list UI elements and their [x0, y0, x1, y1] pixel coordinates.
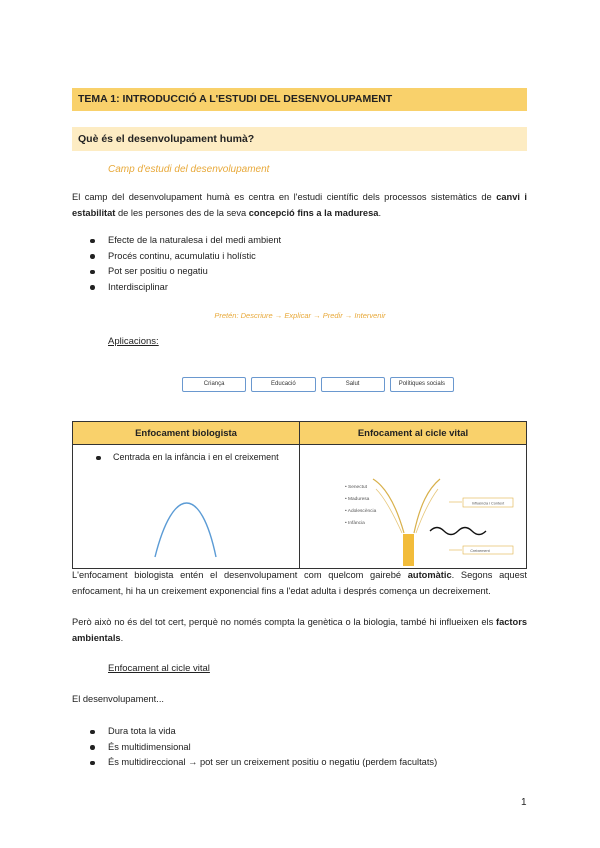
explanation-bold: automàtic: [407, 570, 452, 580]
section-question-banner: Què és el desenvolupament humà?: [72, 127, 527, 151]
intro-text: .: [378, 207, 382, 218]
header-biologist: Enfocament biologista: [73, 422, 300, 445]
characteristics-list: [72, 233, 281, 295]
stage-label: • Senectut: [345, 485, 367, 490]
life-cycle-diagram: [300, 445, 527, 568]
biologist-cell: [73, 445, 300, 569]
life-cycle-intro: El desenvolupament...: [72, 694, 164, 704]
stage-label: • Maduresa: [345, 497, 370, 502]
list-item: Pot ser positiu o negatiu: [72, 264, 281, 280]
right-growth-arrow: [414, 479, 440, 533]
explanation-paragraph-1: [72, 568, 527, 599]
explanation-text: L'enfocament biologista entén el desenvolupament com quelcom gairebé: [72, 570, 408, 580]
growth-label: Creixement: [470, 549, 490, 553]
intro-text: El camp del desenvolupament humà es centra en l'estudi científic dels processos sistemàtics de: [72, 192, 497, 202]
page-number: 1: [521, 797, 527, 808]
applications-chips: [182, 377, 454, 392]
explanation-text: Però això no és del tot cert, perquè no només compta la genètica o la biologia, també hi influeixen els: [72, 617, 496, 627]
chip-health: Salut: [321, 377, 385, 392]
explanation-bold: factors ambientals: [72, 617, 527, 643]
list-item: Procés continu, acumulatiu i holístic: [72, 249, 281, 265]
chip-parenting: Criança: [182, 377, 246, 392]
aims-flow: Pretén: Descriure → Explicar → Predir → Intervenir: [214, 311, 386, 320]
applications-title: Aplicacions:: [108, 336, 159, 347]
intro-bold-conception: concepció fins a la maduresa: [248, 207, 379, 218]
growth-curve-graphic: [73, 445, 300, 568]
approaches-table: [72, 421, 527, 569]
intro-text: de les persones des de la seva: [115, 207, 249, 218]
section-subtitle: Camp d'estudi del desenvolupament: [108, 164, 270, 175]
header-life-cycle: Enfocament al cicle vital: [300, 422, 527, 445]
chip-social-policies: Polítiques socials: [390, 377, 454, 392]
life-cycle-list: [72, 724, 437, 771]
chip-education: Educació: [251, 377, 315, 392]
life-cycle-title: Enfocament al cicle vital: [108, 663, 210, 674]
growth-curve: [155, 503, 216, 557]
growth-bar: [403, 534, 414, 566]
explanation-text: .: [120, 632, 124, 643]
intro-bold-change: canvi i estabilitat: [72, 192, 527, 218]
wave-line: [430, 528, 486, 535]
list-item: Dura tota la vida: [72, 724, 437, 740]
explanation-paragraph-2: [72, 615, 527, 646]
influence-label: Influència i Context: [471, 501, 505, 506]
stage-label: • Adolescència: [345, 509, 377, 514]
intro-paragraph: [72, 190, 527, 221]
list-item: Interdisciplinar: [72, 280, 281, 296]
stage-label: • Infància: [345, 521, 365, 526]
list-item: És multidimensional: [72, 740, 437, 756]
explanation-text: . Segons aquest enfocament, hi ha un creixement exponencial fins a l'edat adulta i després comença un decreixement.: [72, 570, 527, 596]
life-cycle-cell: [300, 445, 527, 569]
list-item: És multidireccional → pot ser un creixement positiu o negatiu (perdem facultats): [72, 755, 437, 771]
biologist-bullet: Centrada en la infància i en el creixement: [81, 451, 283, 464]
topic-title-banner: TEMA 1: INTRODUCCIÓ A L'ESTUDI DEL DESENVOLUPAMENT: [72, 88, 527, 111]
list-item: Efecte de la naturalesa i del medi ambient: [72, 233, 281, 249]
